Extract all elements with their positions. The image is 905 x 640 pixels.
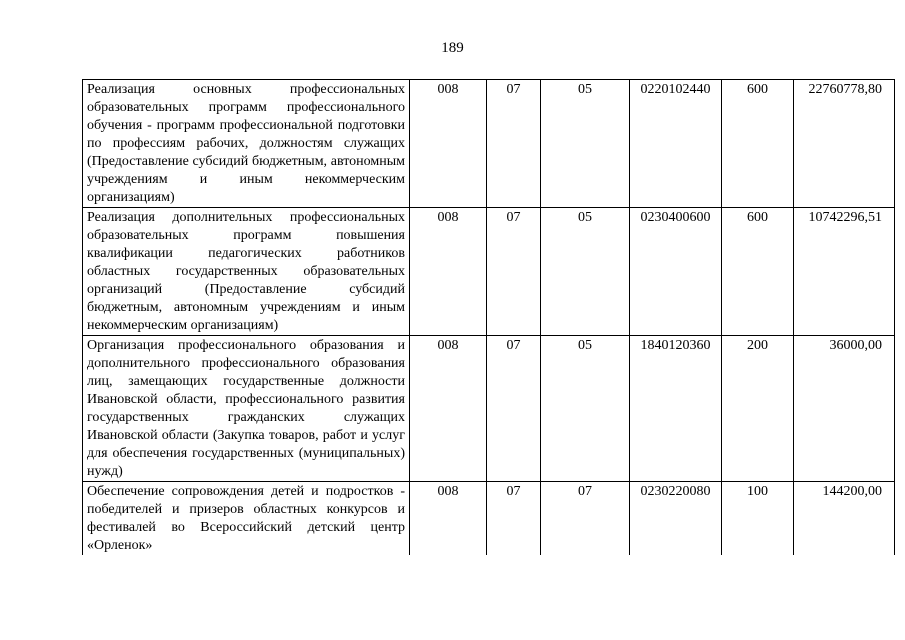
target-article-code: 0220102440: [630, 80, 722, 208]
page-number: 189: [441, 40, 464, 56]
expense-type-code: 600: [722, 80, 794, 208]
row-description: Обеспечение сопровождения детей и подростков - победителей и призеров областных конкурсов и фестивалей во Всероссийский детский центр «Орленок»: [83, 482, 410, 556]
row-description: Организация профессионального образования и дополнительного профессионального образования лиц, замещающих государственные должности Ивановской области, профессионального развития государственных гражданских служащих Ивановской области (Закупка товаров, работ и услуг для обеспечения государственных (муниципальных) нужд): [83, 336, 410, 482]
table-row: [83, 80, 895, 208]
subsection-code: 05: [541, 208, 630, 336]
table-row: [83, 336, 895, 482]
subsection-code: 05: [541, 80, 630, 208]
section-code: 07: [487, 482, 541, 556]
amount-value: 144200,00: [794, 482, 895, 556]
table-row: [83, 208, 895, 336]
subsection-code: 05: [541, 336, 630, 482]
target-article-code: 0230220080: [630, 482, 722, 556]
section-code: 07: [487, 80, 541, 208]
section-code: 07: [487, 336, 541, 482]
row-description: Реализация основных профессиональных образовательных программ профессионального обучения - программ профессиональной подготовки по профессиям рабочих, должностям служащих (Предоставление субсидий бюджетным, автономным учреждениям и иным некоммерческим организациям): [83, 80, 410, 208]
expense-type-code: 100: [722, 482, 794, 556]
expense-type-code: 600: [722, 208, 794, 336]
ministry-code: 008: [410, 336, 487, 482]
budget-table: [82, 79, 895, 555]
expense-type-code: 200: [722, 336, 794, 482]
ministry-code: 008: [410, 482, 487, 556]
section-code: 07: [487, 208, 541, 336]
amount-value: 36000,00: [794, 336, 895, 482]
ministry-code: 008: [410, 208, 487, 336]
target-article-code: 1840120360: [630, 336, 722, 482]
amount-value: 10742296,51: [794, 208, 895, 336]
ministry-code: 008: [410, 80, 487, 208]
target-article-code: 0230400600: [630, 208, 722, 336]
amount-value: 22760778,80: [794, 80, 895, 208]
table-row: [83, 482, 895, 556]
subsection-code: 07: [541, 482, 630, 556]
row-description: Реализация дополнительных профессиональных образовательных программ повышения квалификации педагогических работников областных государственных образовательных организаций (Предоставление субсидий бюджетным, автономным учреждениям и иным некоммерческим организациям): [83, 208, 410, 336]
